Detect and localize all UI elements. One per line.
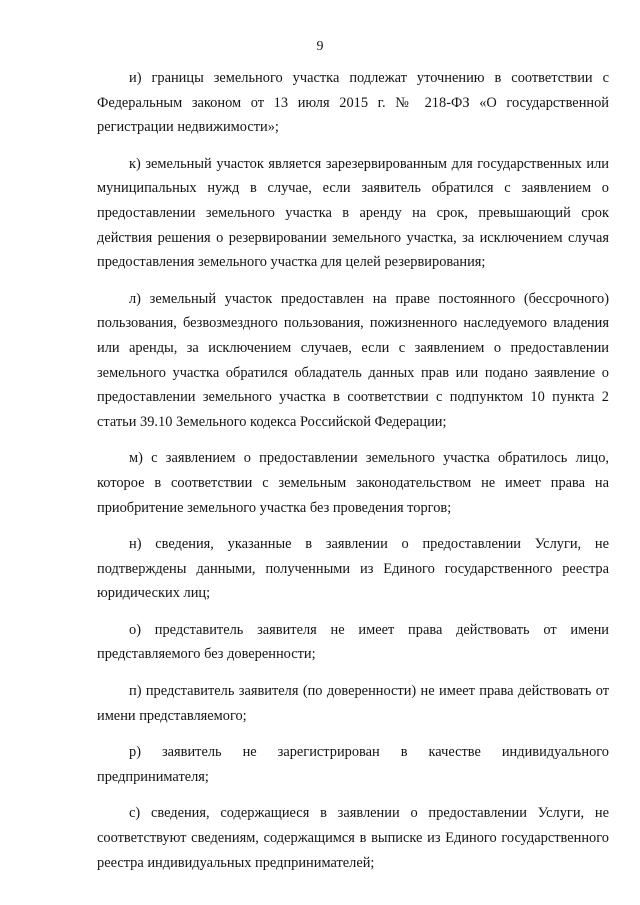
document-body xyxy=(97,66,609,887)
paragraph-r: р) заявитель не зарегистрирован в качестве индивидуального предпринимателя; xyxy=(97,744,609,785)
paragraph-m: м) с заявлением о предоставлении земельного участка обратилось лицо, которое в соответствии с земельным законодательством не имеет права на приобритение земельного участка без проведения торгов; xyxy=(97,450,609,516)
paragraph-n: н) сведения, указанные в заявлении о предоставлении Услуги, не подтверждены данными, полученными из Единого государственного реестра юридических лиц; xyxy=(97,536,609,602)
paragraph-k: к) земельный участок является зарезервированным для государственных или муниципальных нужд в случае, если заявитель обратился с заявлением о предоставлении земельного участка в аренду на срок, превышающий срок действия решения о резервировании земельного участка, за исключением случая предоставления земельного участка для целей резервирования; xyxy=(97,155,609,271)
paragraph-s: с) сведения, содержащиеся в заявлении о предоставлении Услуги, не соответствуют сведениям, содержащимся в выписке из Единого государственного реестра индивидуальных предпринимателей; xyxy=(97,805,609,871)
paragraph-o: о) представитель заявителя не имеет права действовать от имени представляемого без доверенности; xyxy=(97,621,609,663)
paragraph-i: и) границы земельного участка подлежат уточнению в соответствии с Федеральным законом от 13 июля 2015 г. № 218-ФЗ «О государственной регистрации недвижимости»; xyxy=(97,70,609,136)
paragraph-l: л) земельный участок предоставлен на праве постоянного (бессрочного) пользования, безвозмездного пользования, пожизненного наследуемого владения или аренды, за исключением случаев, если с заявлением о предоставлении земельного участка обратился обладатель данных прав или подано заявление о предоставлении земельного участка в соответствии с подпунктом 10 пункта 2 статьи 39.10 Земельного кодекса Российской Федерации; xyxy=(97,290,609,430)
paragraph-p: п) представитель заявителя (по доверенности) не имеет права действовать от имени представляемого; xyxy=(97,683,609,724)
page-number: 9 xyxy=(316,39,324,54)
